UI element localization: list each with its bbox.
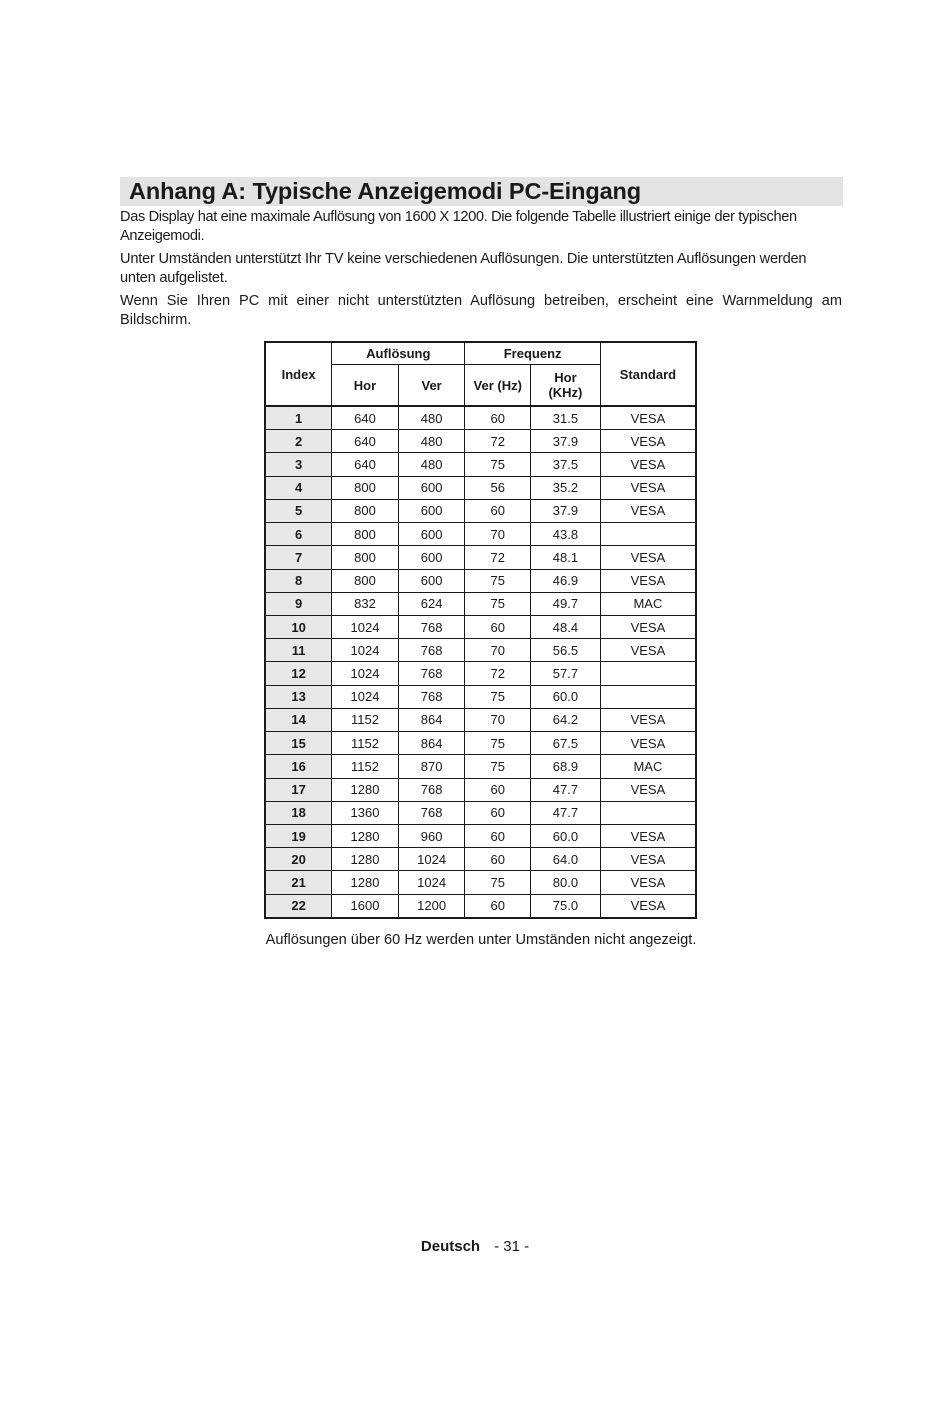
ver-cell: 864 [398,732,465,755]
standard-cell: VESA [600,871,696,894]
ver-hz-cell: 60 [465,824,531,847]
hor-cell: 1024 [332,662,399,685]
hor-khz-cell: 48.4 [531,615,601,638]
index-cell: 10 [265,615,332,638]
ver-hz-cell: 70 [465,523,531,546]
ver-hz-cell: 56 [465,476,531,499]
hor-cell: 1280 [332,824,399,847]
table-row [265,894,696,918]
hor-khz-cell: 35.2 [531,476,601,499]
index-cell: 5 [265,499,332,522]
ver-cell: 768 [398,615,465,638]
hor-khz-cell: 37.9 [531,430,601,453]
index-cell: 12 [265,662,332,685]
ver-cell: 768 [398,778,465,801]
header-hor-khz-label: Hor (KHz) [548,370,583,400]
standard-cell [600,523,696,546]
ver-cell: 960 [398,824,465,847]
hor-khz-cell: 37.9 [531,499,601,522]
header-index: Index [265,342,332,406]
ver-hz-cell: 75 [465,871,531,894]
index-cell: 17 [265,778,332,801]
hor-cell: 1280 [332,871,399,894]
ver-cell: 768 [398,801,465,824]
table-row [265,569,696,592]
hor-khz-cell: 57.7 [531,662,601,685]
table-row [265,639,696,662]
index-cell: 22 [265,894,332,918]
standard-cell: VESA [600,639,696,662]
hor-khz-cell: 46.9 [531,569,601,592]
index-cell: 16 [265,755,332,778]
ver-cell: 600 [398,476,465,499]
standard-cell: VESA [600,848,696,871]
standard-cell: VESA [600,499,696,522]
hor-cell: 800 [332,546,399,569]
display-modes-table [264,341,697,919]
hor-khz-cell: 64.0 [531,848,601,871]
table-row [265,685,696,708]
hor-khz-cell: 64.2 [531,708,601,731]
table-row [265,499,696,522]
footnote: Auflösungen über 60 Hz werden unter Umständen nicht angezeigt. [265,932,697,948]
standard-cell: VESA [600,824,696,847]
ver-hz-cell: 72 [465,430,531,453]
hor-cell: 800 [332,499,399,522]
ver-hz-cell: 60 [465,894,531,918]
ver-hz-cell: 75 [465,732,531,755]
table-row [265,732,696,755]
table-body [265,406,696,918]
index-cell: 8 [265,569,332,592]
table-row [265,406,696,430]
table-row [265,662,696,685]
ver-hz-cell: 75 [465,592,531,615]
hor-cell: 1280 [332,778,399,801]
hor-khz-cell: 37.5 [531,453,601,476]
ver-hz-cell: 60 [465,801,531,824]
hor-khz-cell: 43.8 [531,523,601,546]
ver-hz-cell: 75 [465,685,531,708]
hor-khz-cell: 49.7 [531,592,601,615]
standard-cell: MAC [600,755,696,778]
hor-khz-cell: 48.1 [531,546,601,569]
header-ver-hz: Ver (Hz) [465,365,531,407]
ver-cell: 600 [398,523,465,546]
hor-khz-cell: 31.5 [531,406,601,430]
table-row [265,778,696,801]
index-cell: 4 [265,476,332,499]
page-number: - 31 - [494,1238,530,1255]
ver-hz-cell: 60 [465,778,531,801]
table-row [265,615,696,638]
header-resolution: Auflösung [332,342,465,365]
index-cell: 9 [265,592,332,615]
table-row [265,523,696,546]
ver-hz-cell: 75 [465,453,531,476]
ver-hz-cell: 60 [465,406,531,430]
ver-cell: 1024 [398,871,465,894]
standard-cell: VESA [600,569,696,592]
standard-cell: VESA [600,430,696,453]
hor-cell: 1152 [332,755,399,778]
standard-cell: VESA [600,615,696,638]
standard-cell: VESA [600,406,696,430]
header-ver: Ver [398,365,465,407]
table-row [265,592,696,615]
standard-cell: VESA [600,708,696,731]
hor-cell: 1152 [332,732,399,755]
standard-cell: VESA [600,894,696,918]
table-row [265,546,696,569]
standard-cell: VESA [600,476,696,499]
standard-cell [600,801,696,824]
table-row [265,871,696,894]
hor-khz-cell: 75.0 [531,894,601,918]
index-cell: 11 [265,639,332,662]
table-row [265,453,696,476]
hor-khz-cell: 67.5 [531,732,601,755]
ver-hz-cell: 60 [465,499,531,522]
index-cell: 7 [265,546,332,569]
ver-cell: 768 [398,685,465,708]
index-cell: 20 [265,848,332,871]
index-cell: 19 [265,824,332,847]
header-frequency: Frequenz [465,342,600,365]
intro-paragraph-1: Das Display hat eine maximale Auflösung von 1600 X 1200. Die folgende Tabelle illustriert einige der typischen Anzeigemodi. [120,209,797,244]
ver-cell: 480 [398,430,465,453]
header-hor: Hor [332,365,399,407]
hor-khz-cell: 47.7 [531,778,601,801]
hor-cell: 1024 [332,685,399,708]
index-cell: 15 [265,732,332,755]
page-title: Anhang A: Typische Anzeigemodi PC-Eingang [129,178,642,204]
ver-hz-cell: 75 [465,569,531,592]
hor-khz-cell: 56.5 [531,639,601,662]
index-cell: 21 [265,871,332,894]
standard-cell [600,662,696,685]
hor-cell: 1024 [332,615,399,638]
ver-cell: 768 [398,639,465,662]
header-standard: Standard [600,342,696,406]
hor-cell: 832 [332,592,399,615]
table-row [265,801,696,824]
hor-cell: 1152 [332,708,399,731]
hor-cell: 800 [332,523,399,546]
hor-cell: 1280 [332,848,399,871]
header-hor-khz [531,365,601,407]
page-footer [0,1237,950,1256]
hor-cell: 640 [332,453,399,476]
ver-cell: 768 [398,662,465,685]
hor-khz-cell: 60.0 [531,685,601,708]
ver-hz-cell: 60 [465,848,531,871]
ver-hz-cell: 70 [465,708,531,731]
intro-paragraph-2: Unter Umständen unterstützt Ihr TV keine verschiedenen Auflösungen. Die unterstützten Auflösungen werden unten aufgelistet. [120,251,807,286]
table-row [265,824,696,847]
ver-cell: 600 [398,499,465,522]
hor-cell: 1024 [332,639,399,662]
index-cell: 6 [265,523,332,546]
hor-khz-cell: 80.0 [531,871,601,894]
index-cell: 1 [265,406,332,430]
footer-language: Deutsch [420,1238,481,1255]
ver-hz-cell: 70 [465,639,531,662]
hor-cell: 640 [332,406,399,430]
heading-bar [120,177,843,206]
standard-cell: VESA [600,778,696,801]
hor-cell: 1600 [332,894,399,918]
hor-khz-cell: 60.0 [531,824,601,847]
ver-cell: 600 [398,569,465,592]
ver-hz-cell: 75 [465,755,531,778]
standard-cell: VESA [600,453,696,476]
ver-hz-cell: 72 [465,662,531,685]
standard-cell [600,685,696,708]
table-row [265,476,696,499]
index-cell: 2 [265,430,332,453]
table-row [265,755,696,778]
ver-cell: 864 [398,708,465,731]
table-row [265,848,696,871]
hor-cell: 800 [332,476,399,499]
ver-cell: 480 [398,406,465,430]
hor-cell: 640 [332,430,399,453]
index-cell: 14 [265,708,332,731]
table-row [265,708,696,731]
ver-cell: 870 [398,755,465,778]
standard-cell: VESA [600,546,696,569]
intro-paragraph-3: Wenn Sie Ihren PC mit einer nicht unterstützten Auflösung betreiben, erscheint eine Warnmeldung am Bildschirm. [120,293,842,328]
index-cell: 13 [265,685,332,708]
hor-khz-cell: 68.9 [531,755,601,778]
ver-cell: 624 [398,592,465,615]
ver-hz-cell: 72 [465,546,531,569]
hor-cell: 1360 [332,801,399,824]
hor-cell: 800 [332,569,399,592]
ver-cell: 1200 [398,894,465,918]
standard-cell: VESA [600,732,696,755]
table-row [265,430,696,453]
ver-cell: 480 [398,453,465,476]
ver-cell: 1024 [398,848,465,871]
ver-hz-cell: 60 [465,615,531,638]
hor-khz-cell: 47.7 [531,801,601,824]
index-cell: 3 [265,453,332,476]
standard-cell: MAC [600,592,696,615]
ver-cell: 600 [398,546,465,569]
index-cell: 18 [265,801,332,824]
